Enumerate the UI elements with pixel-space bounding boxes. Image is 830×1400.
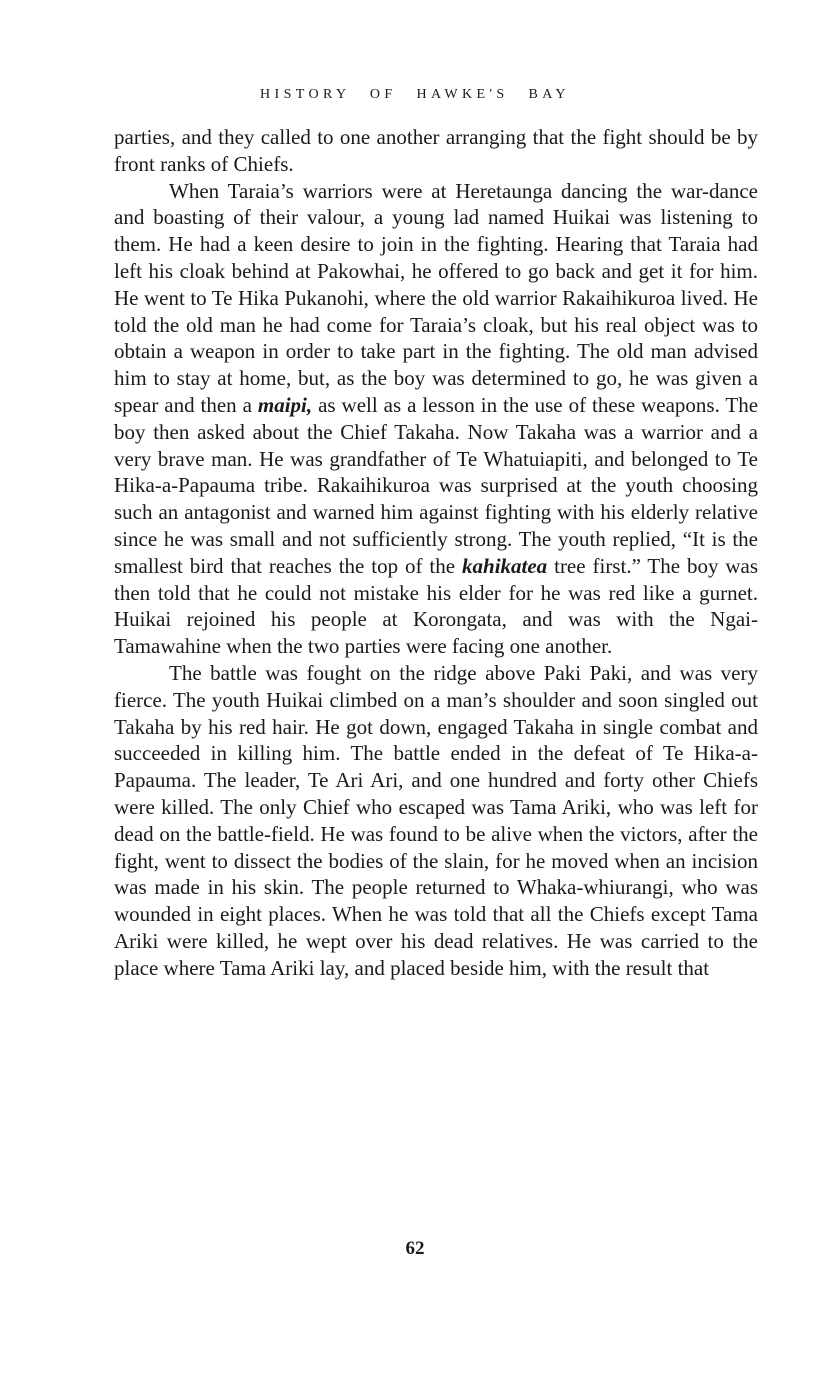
body-text bbox=[114, 124, 758, 982]
maori-term-kahikatea: kahikatea bbox=[462, 553, 548, 578]
paragraph-battle: The battle was fought on the ridge above Paki Paki, and was very fierce. The youth Huikai climbed on a man’s shoulder and soon singled out Takaha by his red hair. He got down, engaged Takaha in single combat and succeeded in killing him. The battle ended in the defeat of Te Hika-a-Papauma. The leader, Te Ari Ari, and one hundred and forty other Chiefs were killed. The only Chief who escaped was Tama Ariki, who was left for dead on the battle-field. He was found to be alive when the victors, after the fight, went to dissect the bodies of the slain, for he moved when an incision was made in his skin. The people returned to Whaka-whiurangi, who was wounded in eight places. When he was told that all the Chiefs except Tama Ariki were killed, he wept over his dead relatives. He was carried to the place where Tama Ariki lay, and placed beside him, with the result that bbox=[114, 660, 758, 980]
paragraph-huikai bbox=[114, 178, 758, 660]
running-header: HISTORY OF HAWKE'S BAY bbox=[260, 87, 570, 102]
paragraph-text: tree first.” The boy was then told that he could not mistake his elder for he was red like a gurnet. Huikai rejoined his people at Korongata, and was with the Ngai-Tamawahine when the two parties were facing one another. bbox=[114, 553, 759, 659]
paragraph-text: as well as a lesson in the use of these weapons. The boy then asked about the Chief Takaha. Now Takaha was a warrior and a very brave man. He was grandfather of Te Whatuiapiti, and belonged to Te Hika-a-Papauma tribe. Rakaihikuroa was surprised at the youth choosing such an antagonist and warned him against fighting with his elderly relative since he was small and not sufficiently strong. The youth replied, “It is the smallest bird that reaches the top of the bbox=[114, 392, 759, 578]
paragraph-continuation: parties, and they called to one another arranging that the fight should be by front ranks of Chiefs. bbox=[114, 125, 758, 176]
page-number: 62 bbox=[405, 1238, 425, 1259]
paragraph-text: When Taraia’s warriors were at Heretaunga dancing the war-dance and boasting of their valour, a young lad named Huikai was listening to them. He had a keen desire to join in the fighting. Hearing that Taraia had left his cloak behind at Pakowhai, he offered to go back and get it for him. He went to Te Hika Pukanohi, where the old warrior Rakaihikuroa lived. He told the old man he had come for Taraia’s cloak, but his real object was to obtain a weapon in order to take part in the fighting. The old man advised him to stay at home, but, as the boy was determined to go, he was given a spear and then a bbox=[114, 178, 758, 417]
maori-term-maipi: maipi, bbox=[257, 392, 313, 417]
